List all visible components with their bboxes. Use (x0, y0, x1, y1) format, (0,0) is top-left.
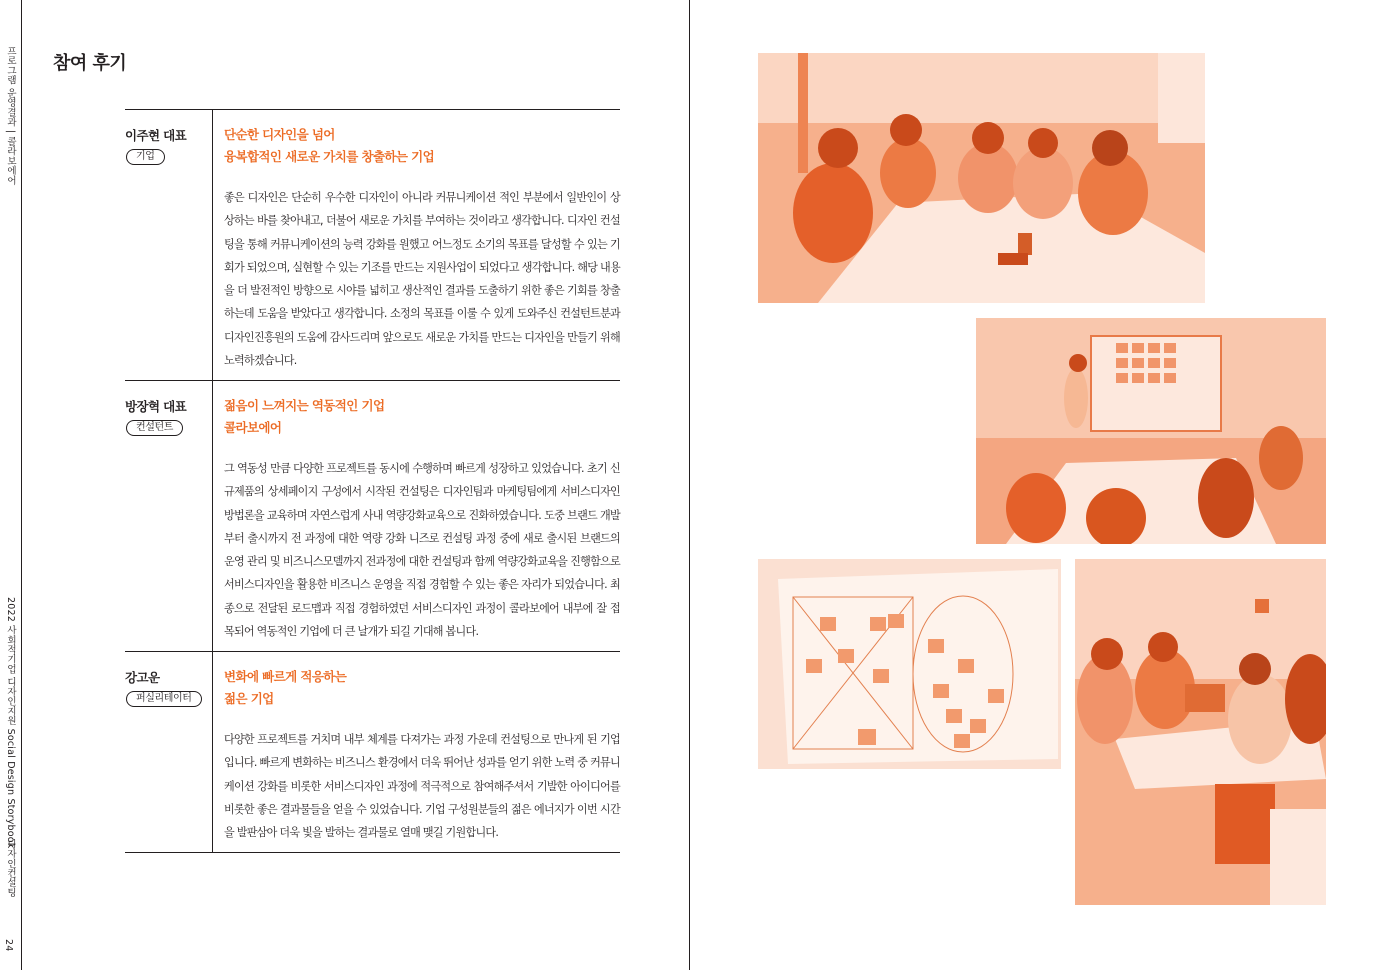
entry-divider (212, 110, 213, 381)
reviewer-role-badge: 컨설턴트 (126, 420, 183, 436)
page-title: 참여 후기 (53, 53, 127, 74)
review-headline (224, 124, 434, 167)
entry-divider (212, 381, 213, 652)
page-number: 24 (3, 939, 14, 952)
workshop-photo-table-discussion (758, 53, 1205, 303)
review-body: 다양한 프로젝트를 거치며 내부 체계를 다져가는 과정 가운데 컨설팅으로 만나게 된 기업입니다. 빠르게 변화하는 비즈니스 환경에서 더욱 뛰어난 성과를 얻기 위한 노력 중 커뮤니케이션 강화를 비롯한 서비스디자인 과정에 적극적으로 참여해주셔서 기발한 아이디어를 비롯한 좋은 결과물들을 얻을 수 있었습니다. 기업 구성원분들의 젊은 에너지가 이번 시간을 발판삼아 더욱 빛을 발하는 결과물로 열매 맺길 기원합니다. (224, 733, 620, 840)
review-headline-line-2: 콜라보에어 (224, 419, 282, 435)
review-headline-line-1: 젊음이 느껴지는 역동적인 기업 (224, 398, 385, 413)
workshop-photo-laptop-session (1075, 559, 1326, 905)
review-headline-line-2: 융복합적인 새로운 가치를 창출하는 기업 (224, 148, 435, 164)
running-head-middle: 2022 사회적기업 디자인지원 Social Design Storybook (5, 597, 16, 849)
workshop-photo-presentation (976, 318, 1326, 544)
reviewer-name: 이주현 대표 (125, 128, 187, 143)
workshop-photo-post-it-board (758, 559, 1061, 769)
review-headline-line-1: 단순한 디자인을 넘어 (224, 127, 335, 142)
review-entry-1 (125, 109, 620, 381)
review-body: 좋은 디자인은 단순히 우수한 디자인이 아니라 커뮤니케이션 적인 부분에서 일반인이 상상하는 바를 찾아내고, 더불어 새로운 가치를 부여하는 것이라고 생각합니다. 디자인 컨설팅을 통해 커뮤니케이션의 능력 강화를 원했고 어느정도 소기의 목표를 달성할 수 있는 기회가 되었으며, 실현할 수 있는 기조를 만드는 지원사업이 되었다고 생각합니다. 해당 내용을 더 발전적인 방향으로 시야를 넓히고 생산적인 결과를 도출하기 위한 좋은 기회를 창출하는데 도움을 받았다고 생각합니다. 소정의 목표를 이룰 수 있게 도와주신 컨설턴트분과 디자인진흥원의 도움에 감사드리며 앞으로도 새로운 가치를 만드는 디자인을 만들기 위해 노력하겠습니다. (224, 191, 620, 368)
entry-divider (212, 652, 213, 853)
review-body: 그 역동성 만큼 다양한 프로젝트를 동시에 수행하며 빠르게 성장하고 있었습니다. 초기 신규제품의 상세페이지 구성에서 시작된 컨설팅은 디자인팀과 마케팅팀에게 서비스디자인 방법론을 교육하며 자연스럽게 사내 역량강화교육으로 진화하였습니다. 도중 브랜드 개발부터 출시까지 전 과정에 대한 역량 강화 니즈로 컨설팅 과정 중에 새로 출시된 브랜드의 운영 관리 및 비즈니스모델까지 전과정에 대한 컨설팅과 함께 역량강화교육을 진행함으로 서비스디자인을 활용한 비즈니스 운영을 직접 경험할 수 있는 좋은 자리가 되었습니다. 최종으로 전달된 로드맵과 직접 경험하였던 서비스디자인 과정이 콜라보에어 내부에 잘 접목되어 역동적인 기업에 더 큰 날개가 되길 기대해 봅니다. (224, 462, 620, 639)
review-headline-line-2: 젊은 기업 (224, 690, 274, 706)
reviewer-role-badge: 퍼실리테이터 (126, 691, 202, 707)
left-margin-rule (21, 0, 22, 970)
review-entry-2 (125, 380, 620, 652)
review-headline (224, 666, 346, 709)
review-headline-line-1: 변화에 빠르게 적응하는 (224, 669, 347, 684)
reviewer-name: 방장혁 대표 (125, 399, 187, 414)
reviewer-role-badge: 기업 (126, 149, 165, 165)
reviewer-name: 강고운 (125, 670, 160, 685)
page-fold-line (689, 0, 690, 970)
running-head-top: 프로그램 운영결과 | 콜라보에어 (5, 46, 16, 186)
running-head-bottom: 디자인컨설팅 (5, 839, 16, 898)
review-headline (224, 395, 384, 438)
review-entry-3 (125, 651, 620, 853)
bottom-rule (125, 852, 620, 853)
